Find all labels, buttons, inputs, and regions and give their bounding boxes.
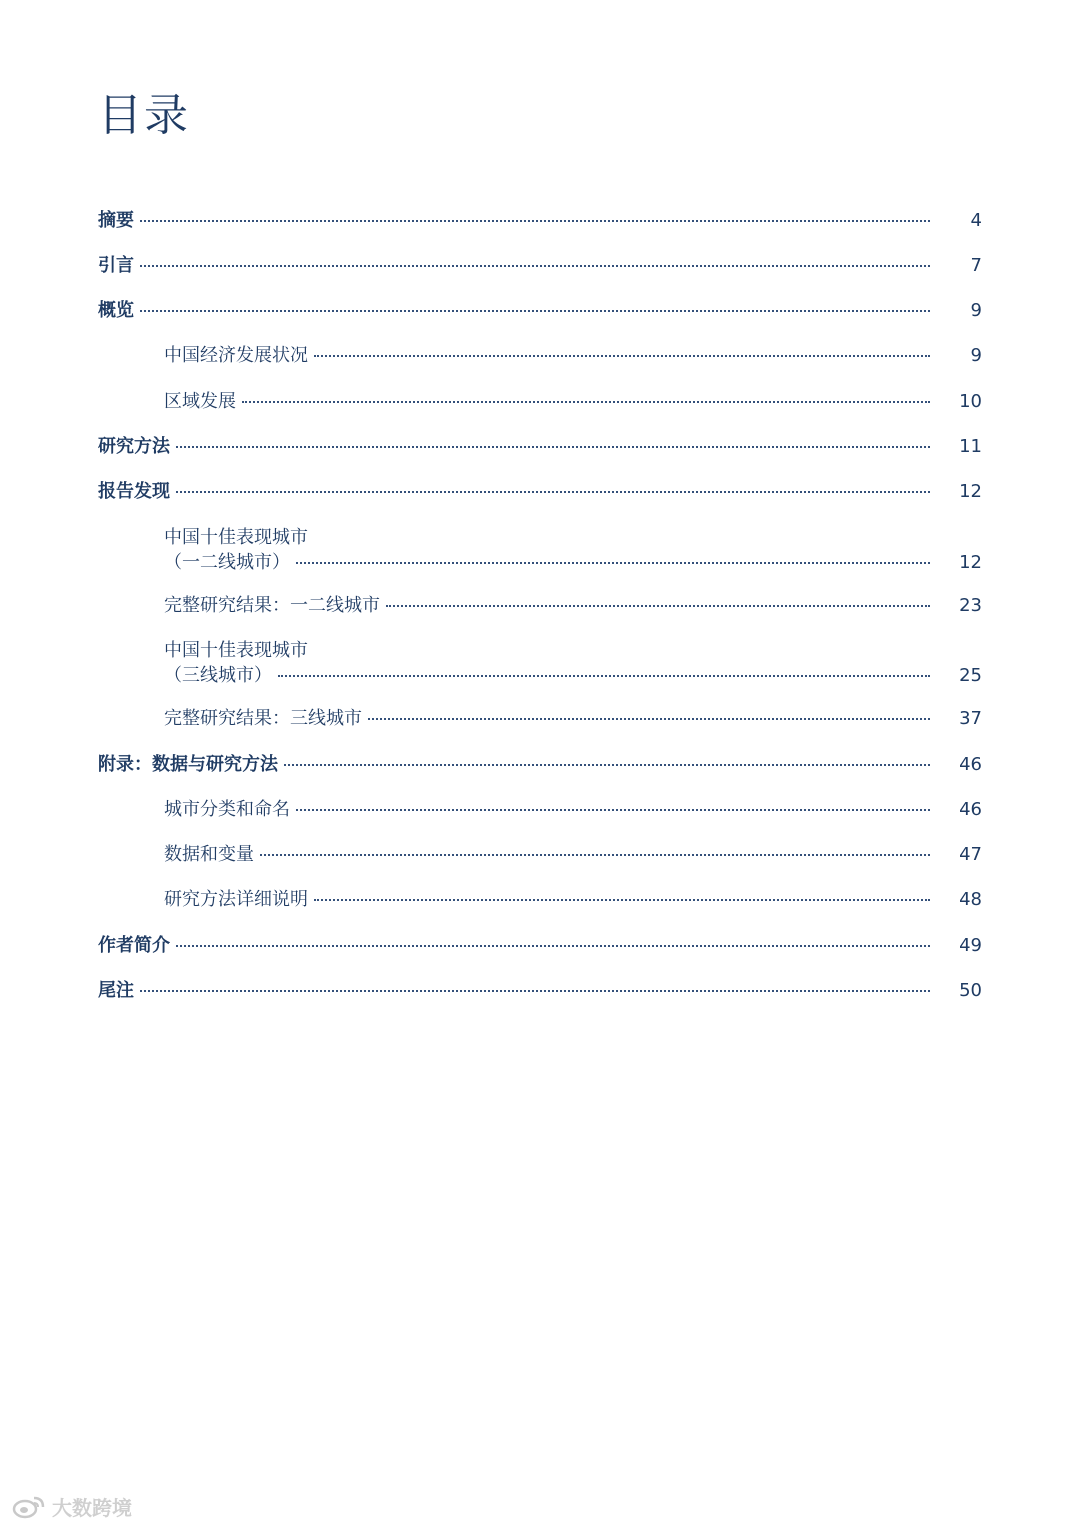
toc-page-number: 23 — [959, 595, 982, 616]
toc-entry-findings[interactable] — [98, 479, 982, 505]
toc-page-number: 48 — [959, 889, 982, 910]
dot-leader — [176, 491, 930, 493]
toc-link[interactable] — [164, 343, 982, 369]
toc-entry-china-economy[interactable] — [164, 343, 982, 369]
dot-leader — [176, 945, 930, 947]
toc-page-number: 12 — [959, 552, 982, 573]
toc-link[interactable] — [98, 978, 982, 1004]
toc-entry-first-line: 中国十佳表现城市 — [164, 640, 308, 661]
toc-entry-label: 附录：数据与研究方法 — [98, 754, 278, 775]
toc-link[interactable] — [98, 253, 982, 279]
page-title: 目录 — [98, 90, 190, 141]
toc-entry-label: 数据和变量 — [164, 844, 254, 865]
toc-entry-label: 中国经济发展状况 — [164, 345, 308, 366]
toc-entry-label: 完整研究结果：一二线城市 — [164, 595, 380, 616]
toc-entry-data-variables[interactable] — [164, 842, 982, 868]
toc-entry-top-cities-tier12[interactable] — [164, 526, 982, 576]
toc-entry-label: （三线城市） — [164, 665, 272, 686]
dot-leader — [140, 310, 930, 312]
toc-link[interactable] — [164, 550, 982, 576]
toc-link[interactable] — [164, 593, 982, 619]
dot-leader — [242, 401, 930, 403]
dot-leader — [260, 854, 930, 856]
toc-link[interactable] — [164, 842, 982, 868]
toc-link[interactable] — [98, 208, 982, 234]
toc-link[interactable] — [164, 706, 982, 732]
watermark-text: 大数跨境 — [52, 1496, 132, 1520]
dot-leader — [176, 446, 930, 448]
dot-leader — [284, 764, 930, 766]
toc-entry-label: 完整研究结果：三线城市 — [164, 708, 362, 729]
toc-page-number: 10 — [959, 391, 982, 412]
toc-entry-label: 报告发现 — [98, 481, 170, 502]
toc-entry-label: 区域发展 — [164, 391, 236, 412]
dot-leader — [140, 220, 930, 222]
toc-entry-methodology[interactable] — [98, 434, 982, 460]
weibo-logo-icon — [12, 1495, 46, 1519]
toc-entry-label: 摘要 — [98, 210, 134, 231]
toc-entry-top-cities-tier3[interactable] — [164, 639, 982, 689]
toc-link[interactable] — [98, 752, 982, 778]
toc-page-number: 4 — [970, 210, 982, 231]
dot-leader — [278, 675, 930, 677]
toc-link[interactable] — [164, 389, 982, 415]
toc-entry-overview[interactable] — [98, 298, 982, 324]
dot-leader — [368, 718, 930, 720]
toc-link[interactable] — [164, 797, 982, 823]
toc-entry-endnotes[interactable] — [98, 978, 982, 1004]
dot-leader — [314, 899, 930, 901]
toc-link[interactable] — [164, 887, 982, 913]
watermark — [12, 1492, 132, 1521]
toc-page-number: 7 — [970, 255, 982, 276]
dot-leader — [296, 562, 930, 564]
dot-leader — [140, 990, 930, 992]
dot-leader — [296, 809, 930, 811]
toc-page-number: 37 — [959, 708, 982, 729]
toc-page-number: 46 — [959, 799, 982, 820]
toc-page-number: 9 — [970, 345, 982, 366]
toc-page-number: 49 — [959, 935, 982, 956]
toc-entry-methodology-details[interactable] — [164, 887, 982, 913]
toc-link[interactable] — [98, 933, 982, 959]
toc-page-number: 47 — [959, 844, 982, 865]
toc-entry-full-results-tier12[interactable] — [164, 593, 982, 619]
toc-entry-appendix[interactable] — [98, 752, 982, 778]
toc-entry-city-classification[interactable] — [164, 797, 982, 823]
toc-page-number: 12 — [959, 481, 982, 502]
toc-link[interactable] — [98, 298, 982, 324]
toc-entry-label: 城市分类和命名 — [164, 799, 290, 820]
toc-page-number: 11 — [959, 436, 982, 457]
toc-link[interactable] — [98, 479, 982, 505]
toc-entry-label: 概览 — [98, 300, 134, 321]
toc-entry-label: 研究方法 — [98, 436, 170, 457]
toc-entry-introduction[interactable] — [98, 253, 982, 279]
toc-entry-label: 引言 — [98, 255, 134, 276]
toc-entry-regional-development[interactable] — [164, 389, 982, 415]
toc-entry-label: （一二线城市） — [164, 552, 290, 573]
toc-entry-first-line: 中国十佳表现城市 — [164, 527, 308, 548]
toc-entry-authors[interactable] — [98, 933, 982, 959]
toc-link[interactable] — [164, 663, 982, 689]
toc-entry-full-results-tier3[interactable] — [164, 706, 982, 732]
toc-page-number: 46 — [959, 754, 982, 775]
toc-page-number: 50 — [959, 980, 982, 1001]
toc-entry-abstract[interactable] — [98, 208, 982, 234]
dot-leader — [140, 265, 930, 267]
dot-leader — [314, 355, 930, 357]
toc-page-number: 9 — [970, 300, 982, 321]
toc-page-number: 25 — [959, 665, 982, 686]
toc-entry-label: 尾注 — [98, 980, 134, 1001]
toc-entry-label: 研究方法详细说明 — [164, 889, 308, 910]
toc-entry-label: 作者简介 — [98, 935, 170, 956]
dot-leader — [386, 605, 930, 607]
toc-link[interactable] — [98, 434, 982, 460]
